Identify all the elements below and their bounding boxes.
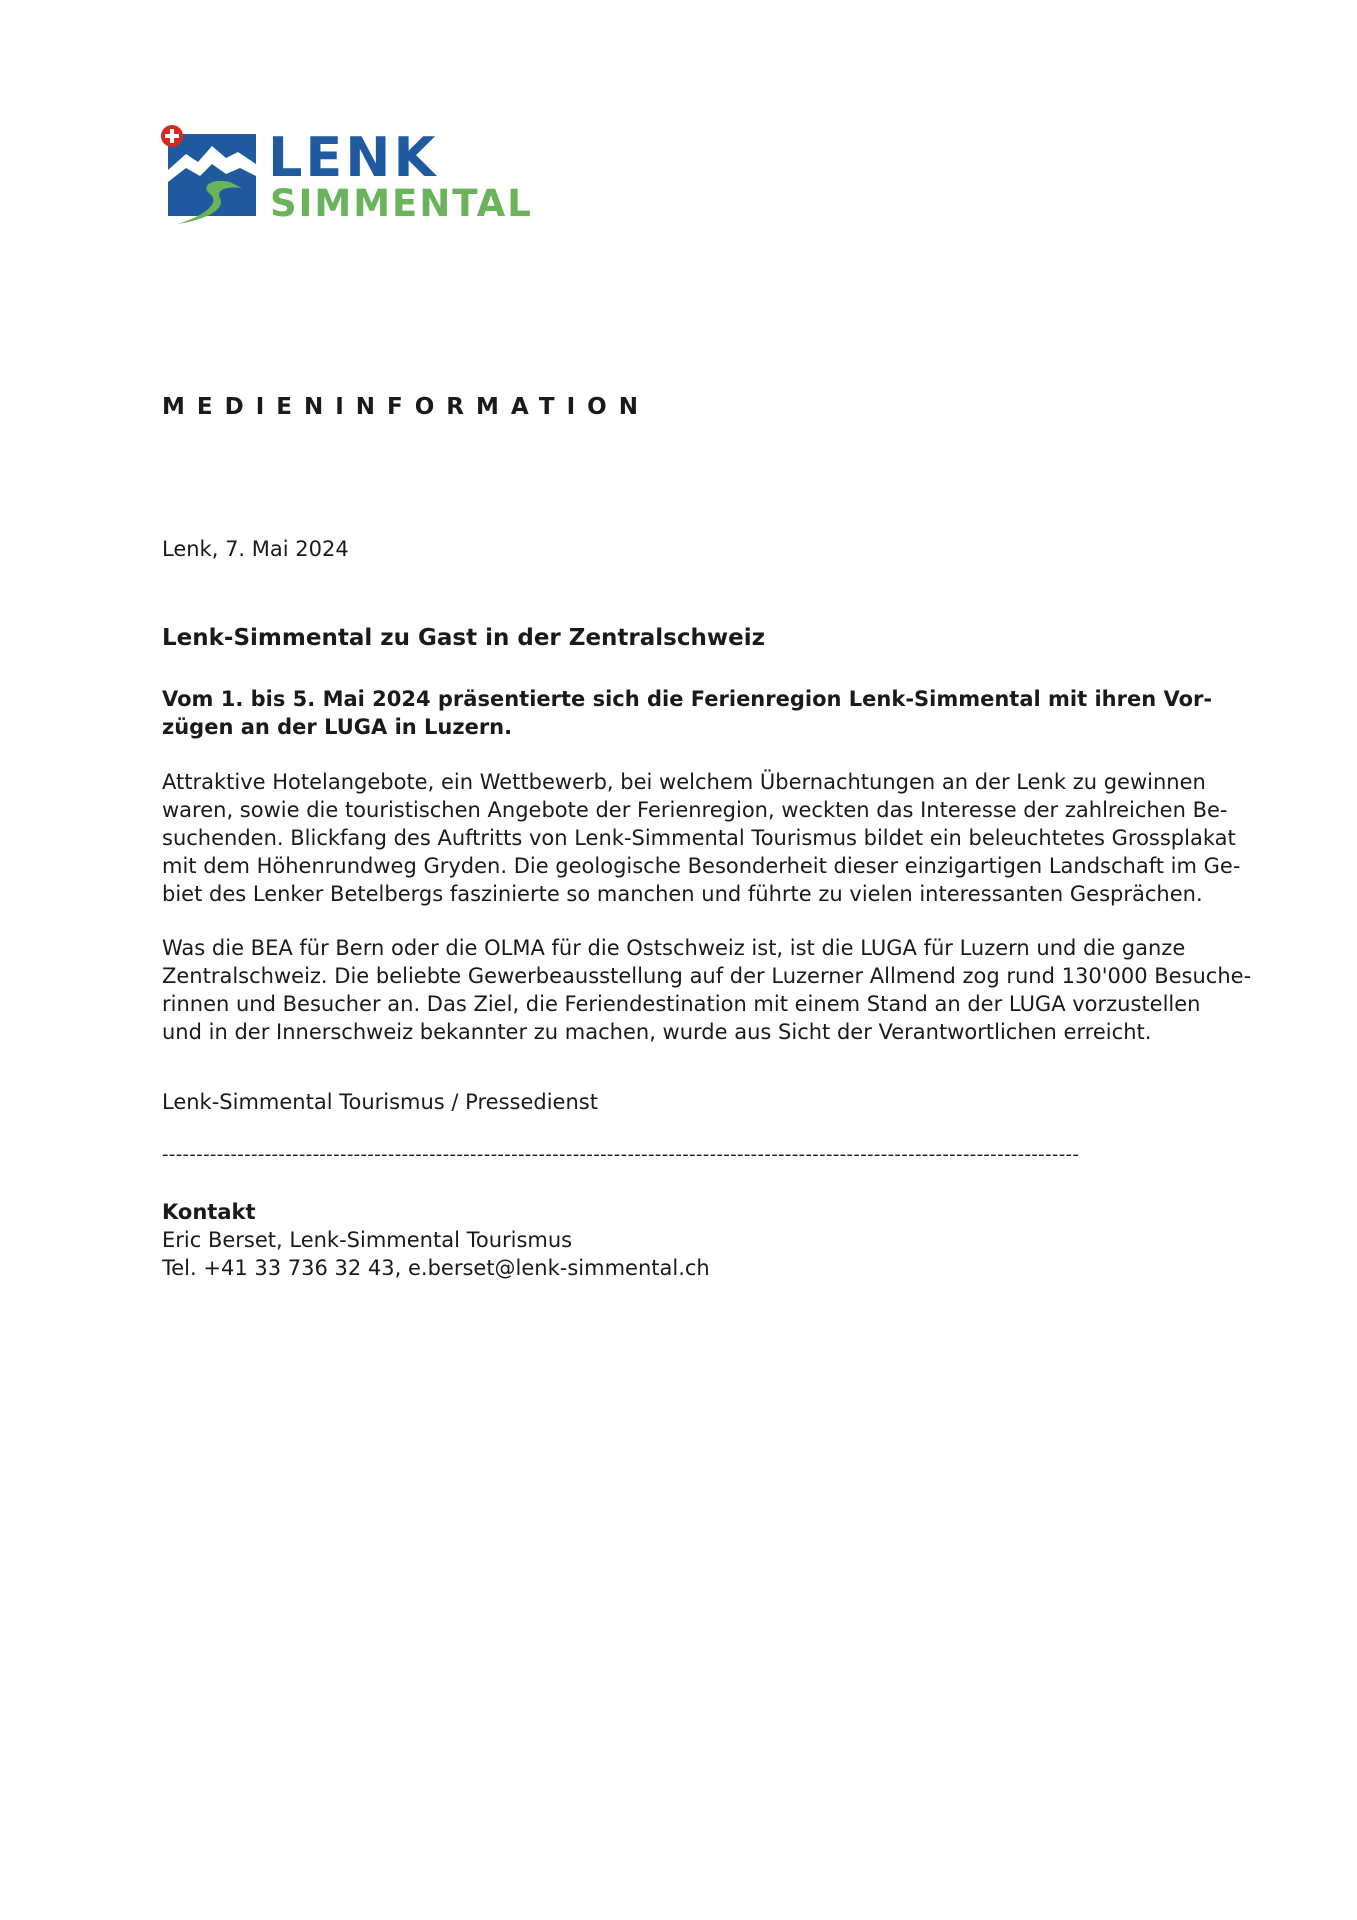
body-paragraph-1 [162,768,1241,908]
paragraph-line: biet des Lenker Betelbergs faszinierte so manchen und führte zu vielen interessanten Gesprächen. [162,882,1203,906]
lead-line: zügen an der LUGA in Luzern. [162,715,513,739]
press-headline: Lenk-Simmental zu Gast in der Zentralschweiz [162,625,765,651]
logo-wordmark-simmental: SIMMENTAL [270,182,533,225]
signoff-line: Lenk-Simmental Tourismus / Pressedienst [162,1090,598,1114]
dashed-divider: -------------------------------------------------------------------------------------------------------------------------------------- [162,1144,1080,1165]
paragraph-line: Was die BEA für Bern oder die OLMA für die Ostschweiz ist, ist die LUGA für Luzern und die ganze [162,936,1186,960]
paragraph-line: suchenden. Blickfang des Auftritts von Lenk-Simmental Tourismus bildet ein beleuchtetes Grossplakat [162,826,1236,850]
paragraph-line: rinnen und Besucher an. Das Ziel, die Feriendestination mit einem Stand an der LUGA vorzustellen [162,992,1201,1016]
document-type-heading: MEDIENINFORMATION [162,394,650,420]
date-line: Lenk, 7. Mai 2024 [162,537,349,561]
body-paragraph-2 [162,934,1252,1046]
paragraph-line: waren, sowie die touristischen Angebote der Ferienregion, weckten das Interesse der zahlreichen Be- [162,798,1228,822]
contact-label: Kontakt [162,1200,256,1224]
logo-wordmark-lenk: LENK [268,126,439,189]
logo-mark-icon [160,124,260,228]
paragraph-line: und in der Innerschweiz bekannter zu machen, wurde aus Sicht der Verantwortlichen erreicht. [162,1020,1152,1044]
paragraph-line: mit dem Höhenrundweg Gryden. Die geologische Besonderheit dieser einzigartigen Landschaft im Ge- [162,854,1241,878]
contact-phone-email: Tel. +41 33 736 32 43, e.berset@lenk-simmental.ch [162,1256,710,1280]
lenk-simmental-logo [160,124,540,234]
lead-paragraph [162,685,1222,741]
lead-line: Vom 1. bis 5. Mai 2024 präsentierte sich die Ferienregion Lenk-Simmental mit ihren Vor- [162,687,1213,711]
paragraph-line: Attraktive Hotelangebote, ein Wettbewerb, bei welchem Übernachtungen an der Lenk zu gewinnen [162,770,1206,794]
contact-name: Eric Berset, Lenk-Simmental Tourismus [162,1228,573,1252]
paragraph-line: Zentralschweiz. Die beliebte Gewerbeausstellung auf der Luzerner Allmend zog rund 130'000 Besuche- [162,964,1252,988]
contact-block [162,1198,710,1282]
